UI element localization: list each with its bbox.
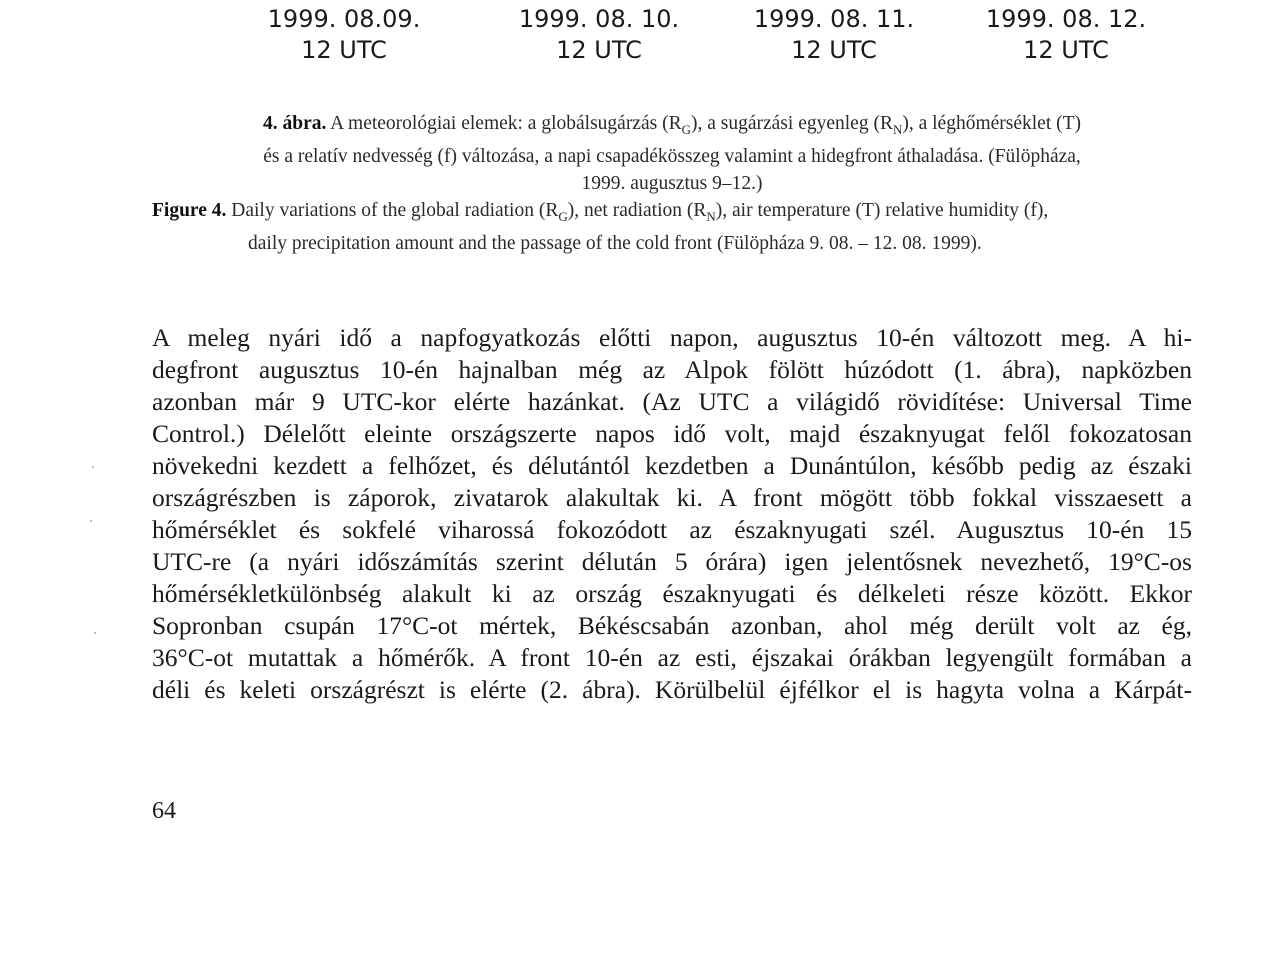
paragraph-line: azonban már 9 UTC-kor elérte hazánkat. (Az UTC a világidő rövidítése: Universal Time — [152, 387, 1192, 416]
caption-line: daily precipitation amount and the passage of the cold front (Fülöpháza 9. 08. – 12. 08. 1999). — [248, 232, 982, 254]
figure-axis-dates — [0, 4, 1288, 84]
axis-date-label — [499, 4, 699, 66]
page-number: 64 — [152, 798, 176, 824]
paragraph-line: hőmérsékletkülönbség alakult ki az ország északnyugati és délkeleti része között. Ekkor — [152, 579, 1192, 608]
axis-date: 1999. 08. 11. — [753, 5, 915, 33]
axis-date-label — [734, 4, 934, 66]
axis-date-label — [966, 4, 1166, 66]
scan-speck — [90, 520, 92, 522]
paragraph-line: déli és keleti országrészt is elérte (2. ábra). Körülbelül éjfélkor el is hagyta volna a Kárpát- — [152, 675, 1192, 704]
body-paragraph — [152, 322, 1192, 706]
paragraph-line: Control.) Délelőtt eleinte országszerte napos idő volt, majd északnyugat felől fokozatosan — [152, 419, 1192, 448]
paragraph-line: növekedni kezdett a felhőzet, és délutántól kezdetben a Dunántúlon, később pedig az északi — [152, 451, 1192, 480]
subscript: G — [558, 208, 568, 224]
axis-time: 12 UTC — [1023, 36, 1109, 64]
paragraph-line: hőmérséklet és sokfelé viharossá fokozódott az északnyugati szél. Augusztus 10-én 15 — [152, 515, 1192, 544]
paragraph-line: 36°C-ot mutattak a hőmérők. A front 10-én az esti, éjszakai órákban legyengült formában a — [152, 643, 1192, 672]
caption-hungarian — [152, 110, 1192, 197]
caption-line: A meteorológiai elemek: a globálsugárzás $(R_G)$, a sugárzási egyenleg $(R_N)$, a léghőmérséklet (T) — [330, 113, 1082, 137]
paragraph-line: A meleg nyári idő a napfogyatkozás előtti napon, augusztus 10-én változott meg. A hi- — [152, 323, 1192, 352]
subscript: N — [892, 121, 903, 137]
paragraph-line: országrészben is záporok, zivatarok alakultak ki. A front mögött több fokkal visszaesett a — [152, 483, 1192, 512]
scan-speck — [94, 632, 96, 634]
paragraph-line: degfront augusztus 10-én hajnalban még az Alpok fölött húzódott (1. ábra), napközben — [152, 355, 1192, 384]
subscript: G — [681, 121, 691, 137]
caption-line: Daily variations of the global radiation $(R_G)$, net radiation $(R_N)$, air temperature (T) relative humidity (f), — [231, 199, 1049, 224]
scan-speck — [92, 466, 94, 468]
caption-line: és a relatív nedvesség (f) változása, a napi csapadékösszeg valamint a hidegfront áthaladása. (Fülöpháza, — [263, 145, 1081, 167]
axis-time: 12 UTC — [556, 36, 642, 64]
caption-english — [152, 197, 1192, 257]
axis-date: 1999. 08.09. — [267, 5, 421, 33]
axis-time: 12 UTC — [791, 36, 877, 64]
paragraph-line: UTC-re (a nyári időszámítás szerint délután 5 órára) igen jelentősnek nevezhető, 19°C-os — [152, 547, 1192, 576]
axis-date: 1999. 08. 12. — [985, 5, 1147, 33]
subscript: N — [706, 208, 716, 224]
axis-date-label — [244, 4, 444, 66]
paragraph-line: Sopronban csupán 17°C-ot mértek, Békéscsabán azonban, ahol még derült volt az ég, — [152, 611, 1192, 640]
caption-label-en: Figure 4. — [152, 199, 227, 221]
caption-line: 1999. augusztus 9–12.) — [581, 172, 763, 194]
caption-label-hu: 4. ábra. — [262, 113, 327, 134]
axis-date: 1999. 08. 10. — [518, 5, 680, 33]
axis-time: 12 UTC — [301, 36, 387, 64]
figure-caption — [152, 110, 1192, 257]
